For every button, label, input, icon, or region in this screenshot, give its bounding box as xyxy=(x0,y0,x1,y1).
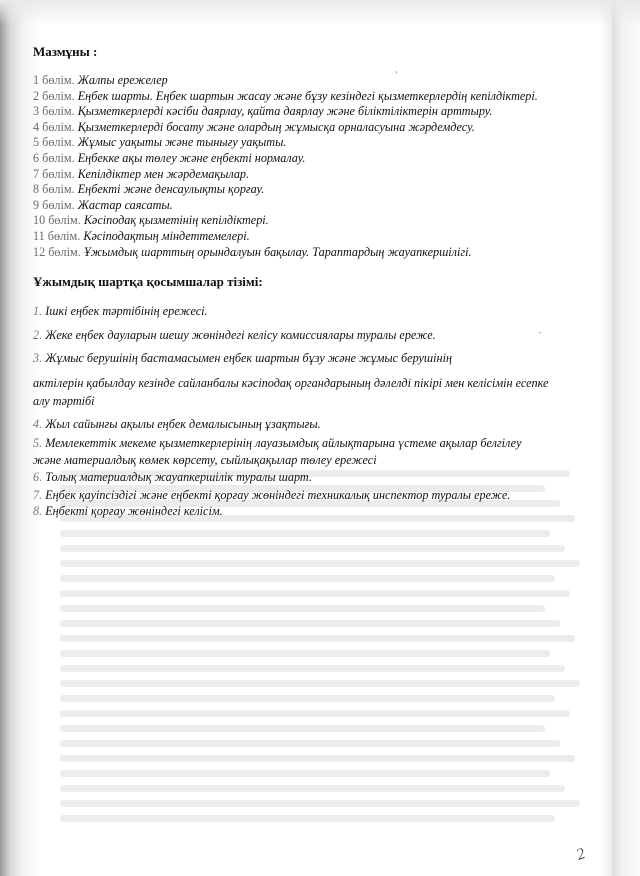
annex-item xyxy=(33,417,593,433)
annex-number: 6. xyxy=(33,470,43,485)
contents-item xyxy=(33,104,593,120)
bleed-through-line xyxy=(60,530,550,537)
annex-text: Жыл сайынғы ақылы еңбек демалысының ұзақтығы. xyxy=(45,416,321,431)
bleed-through-line xyxy=(60,740,560,747)
bleed-through-line xyxy=(60,590,570,597)
annex-item xyxy=(33,304,593,320)
annex-item xyxy=(33,328,593,344)
annex-item xyxy=(33,376,593,392)
section-number: 7 бөлім. xyxy=(33,166,75,181)
annex-text: Толық материалдық жауапкершілік туралы шарт. xyxy=(45,470,312,485)
section-number: 12 бөлім. xyxy=(33,244,81,259)
annex-text: Еңбекті қорғау жөніндегі келісім. xyxy=(45,504,223,519)
annex-item xyxy=(33,351,593,367)
annex-title: Ұжымдық шартқа қосымшалар тізімі: xyxy=(33,274,263,290)
section-number: 6 бөлім. xyxy=(33,150,75,165)
annex-text: Жұмыс берушінің бастамасымен еңбек шартын бұзу және жұмыс берушінің xyxy=(45,351,452,366)
document-content xyxy=(33,44,593,520)
annex-text: Ішкі еңбек тәртібінің ережесі. xyxy=(45,304,208,319)
contents-item xyxy=(33,229,593,245)
section-number: 1 бөлім. xyxy=(33,73,75,87)
annex-number: 2. xyxy=(33,327,43,342)
annex-text: Жеке еңбек дауларын шешу жөніндегі келісу комиссиялары туралы ереже. xyxy=(45,327,436,342)
section-title: Кәсіподақтың міндеттемелері. xyxy=(83,228,250,243)
scan-edge xyxy=(612,0,640,876)
section-title: Жұмыс уақыты және тынығу уақыты. xyxy=(77,135,287,150)
contents-item xyxy=(33,213,593,229)
contents-item xyxy=(33,120,593,136)
annex-text: алу тәртібі xyxy=(33,394,95,409)
bleed-through-line xyxy=(60,605,545,612)
section-title: Жастар саясаты. xyxy=(77,197,173,212)
section-number: 9 бөлім. xyxy=(33,197,75,212)
annex-item xyxy=(33,470,593,486)
contents-item xyxy=(33,135,593,151)
section-title: Қызметкерлерді босату және олардың жұмысқа орналасуына жәрдемдесу. xyxy=(77,119,475,134)
annex-item xyxy=(33,394,593,410)
annex-number: 5. xyxy=(33,436,43,451)
section-number: 2 бөлім. xyxy=(33,88,75,103)
section-title: Еңбек шарты. Еңбек шартын жасау және бұзу кезіндегі қызметкерлердің кепілдіктері. xyxy=(77,88,538,103)
contents-item xyxy=(33,151,593,167)
section-number: 5 бөлім. xyxy=(33,135,75,150)
section-title: Еңбекке ақы төлеу және еңбекті нормалау. xyxy=(77,150,306,165)
annex-text: және материалдық көмек көрсету, сыйлықақылар төлеу ережесі xyxy=(33,452,377,467)
section-title: Жалпы ережелер xyxy=(77,73,168,87)
section-title: Кәсіподақ қызметінің кепілдіктері. xyxy=(83,213,269,228)
bleed-through-line xyxy=(60,680,580,687)
bleed-through-line xyxy=(60,635,575,642)
bleed-through-line xyxy=(60,560,580,567)
annex-item xyxy=(33,488,593,504)
annex-number: 8. xyxy=(33,504,43,519)
contents-item xyxy=(33,198,593,214)
annex-number: 3. xyxy=(33,351,43,366)
annex-list xyxy=(33,304,593,520)
speck-mark: ˈ xyxy=(394,70,399,85)
contents-list xyxy=(33,73,593,260)
contents-title: Мазмұны : xyxy=(33,44,98,59)
bleed-through-line xyxy=(60,770,550,777)
contents-item xyxy=(33,89,593,105)
scan-top-shadow xyxy=(0,0,640,26)
annex-text: актілерін қабылдау кезінде сайланбалы кәсіподақ органдарының дәлелді пікірі мен келісімін есепке xyxy=(33,375,549,390)
annex-text: Мемлекеттік мекеме қызметкерлерінің лауазымдық айлықтарына үстеме ақылар белгілеу xyxy=(45,436,522,451)
section-title: Ұжымдық шарттың орындалуын бақылау. Тараптардың жауапкершілігі. xyxy=(83,244,472,259)
section-title: Қызметкерлерді кәсіби даярлау, қайта даярлау және біліктіліктерін арттыру. xyxy=(77,104,493,119)
annex-number: 7. xyxy=(33,487,43,502)
section-title: Кепілдіктер мен жәрдемақылар. xyxy=(77,166,250,181)
bleed-through-line xyxy=(60,785,565,792)
annex-item xyxy=(33,436,593,452)
bleed-through-line xyxy=(60,575,555,582)
pen-mark: ˏ xyxy=(538,322,542,334)
annex-item xyxy=(33,453,593,469)
contents-item xyxy=(33,182,593,198)
section-number: 10 бөлім. xyxy=(33,213,81,228)
annex-number: 1. xyxy=(33,304,43,319)
bleed-through-line xyxy=(60,800,580,807)
bleed-through-line xyxy=(60,815,555,822)
annex-item xyxy=(33,504,593,520)
bleed-through-line xyxy=(60,695,555,702)
contents-item xyxy=(33,245,593,261)
bleed-through-line xyxy=(60,545,565,552)
section-number: 11 бөлім. xyxy=(33,228,81,243)
section-number: 3 бөлім. xyxy=(33,104,75,119)
bleed-through-line xyxy=(60,755,575,762)
annex-number: 4. xyxy=(33,416,43,431)
annex-text: Еңбек қауіпсіздігі және еңбекті қорғау жөніндегі техникалық инспектор туралы ереже. xyxy=(45,487,511,502)
contents-item xyxy=(33,167,593,183)
bleed-through-line xyxy=(60,650,550,657)
bleed-through-line xyxy=(60,725,545,732)
section-number: 4 бөлім. xyxy=(33,119,75,134)
bleed-through-line xyxy=(60,710,570,717)
contents-item xyxy=(33,73,593,89)
bleed-through-line xyxy=(60,665,565,672)
page-number-handwritten: 2 xyxy=(574,845,588,864)
bleed-through-line xyxy=(60,620,560,627)
section-title: Еңбекті және денсаулықты қорғау. xyxy=(77,182,265,197)
section-number: 8 бөлім. xyxy=(33,182,75,197)
